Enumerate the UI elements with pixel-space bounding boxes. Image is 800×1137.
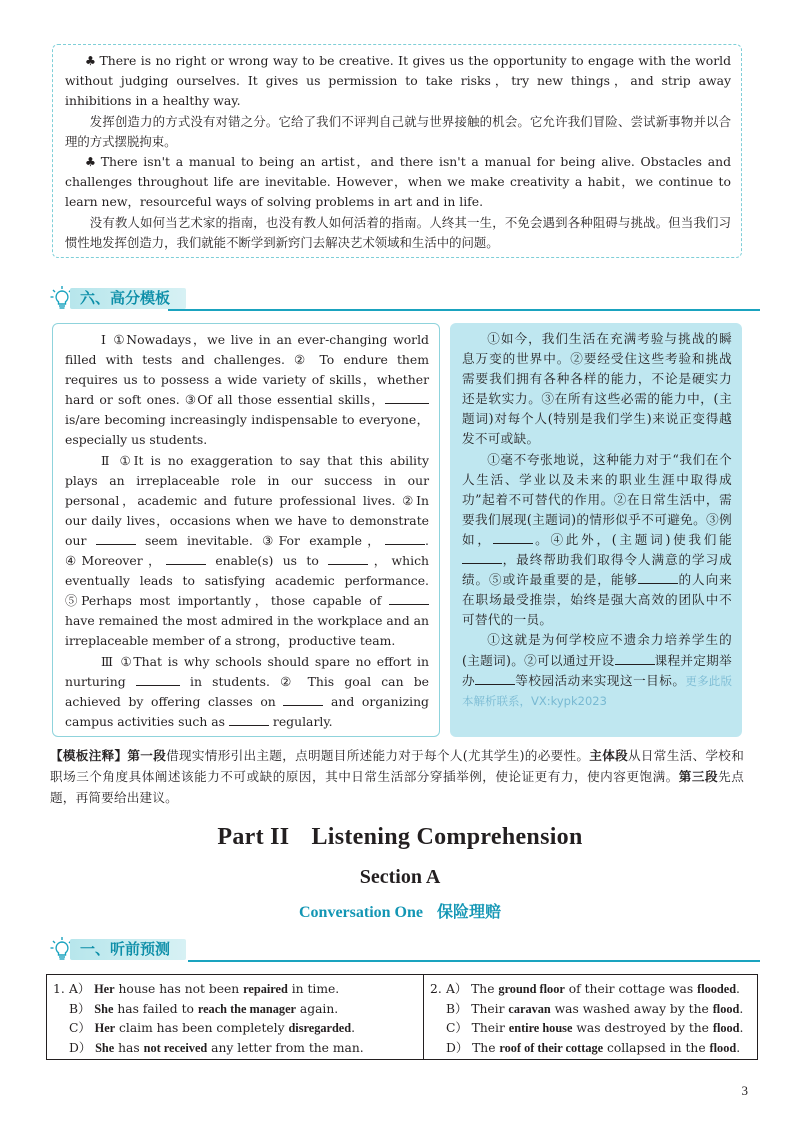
text: Their	[471, 1001, 509, 1016]
text: . ④Moreover，	[65, 532, 429, 569]
section-rule	[168, 309, 760, 311]
conversation-zh: 保险理赔	[436, 902, 501, 921]
keyword: disregarded	[288, 1021, 352, 1036]
text: Their	[471, 1021, 509, 1036]
blank	[493, 531, 533, 544]
template-chinese	[450, 323, 742, 737]
section-title: Section A	[359, 866, 441, 888]
part-name: Listening Comprehension	[311, 824, 583, 850]
blank	[96, 532, 136, 545]
text: 。④此外，(主题词)使我们能	[532, 531, 732, 547]
text: .	[739, 1001, 744, 1016]
note-third-label: 第三段	[678, 769, 719, 784]
blank	[389, 592, 429, 605]
keyword: Her	[94, 1021, 116, 1036]
blank	[136, 673, 180, 686]
text: The	[472, 1040, 500, 1055]
text: .	[736, 982, 740, 996]
note-body-label: 主体段	[589, 748, 628, 763]
quote-zh-2: 没有教人如何当艺术家的指南，也没有教人如何活着的指南。人终其一生，不免会遇到各种阻碍与挑战。但当我们习惯性地发挥创造力，我们就能不断学到新窍门去解决艺术领域和生活中的问题。	[65, 214, 731, 250]
option-letter: B）	[69, 1001, 91, 1016]
text: was washed away by the	[550, 1001, 713, 1016]
note-body-text: 从日常生活、学校和职场三个角度具体阐述该能力不可或缺的原因，其中日常生活部分穿插举例，使论证更有力，使内容更饱满。	[50, 748, 744, 784]
blank	[615, 652, 655, 665]
keyword: flood	[709, 1040, 737, 1055]
text: .	[351, 1021, 356, 1036]
question-1	[47, 975, 424, 1059]
text: 的人向来在职场最受推崇，始终是强大高效的团队中不可替代的一员。	[462, 572, 732, 628]
option-2d	[430, 1039, 751, 1059]
template-en-para-2	[65, 451, 429, 652]
blank	[385, 391, 429, 404]
quote-en-2	[65, 152, 731, 213]
quote-en-1	[65, 51, 731, 112]
template-en-para-3	[65, 652, 429, 732]
option-1b	[53, 1000, 417, 1020]
options-table	[46, 974, 758, 1060]
text: have remained the most admired in the workplace and an irreplaceable member of a strong，productive team.	[65, 613, 429, 649]
section-six-header	[50, 285, 760, 311]
text: enable(s) us to	[205, 553, 329, 569]
text: has	[114, 1040, 144, 1055]
keyword: flood	[712, 1021, 740, 1036]
conversation-en: Conversation One	[298, 904, 423, 921]
text: and organizing campus activities such as	[65, 693, 429, 729]
text: is/are becoming increasingly indispensable to everyone，especially us students.	[65, 412, 429, 448]
text: house has not been	[114, 982, 244, 996]
keyword: repaired	[243, 982, 288, 996]
text: seem inevitable. ③For example，	[135, 532, 386, 548]
option-letter: C）	[69, 1021, 91, 1036]
text: has failed to	[113, 1001, 198, 1016]
blank	[385, 532, 425, 545]
text: claim has been completely	[115, 1021, 289, 1036]
option-letter: D）	[446, 1040, 469, 1055]
keyword: Her	[94, 982, 115, 996]
quote-zh-1: 发挥创造力的方式没有对错之分。它给了我们不评判自己就与世界接触的机会。它允许我们冒险、尝试新事物并以合理的方式摆脱拘束。	[65, 113, 731, 149]
option-1c	[53, 1019, 417, 1039]
blank	[283, 693, 323, 706]
keyword: entire house	[508, 1021, 573, 1036]
option-letter: C）	[446, 1021, 468, 1036]
option-letter: A）	[446, 982, 468, 996]
note-first-text: 借现实情形引出主题，点明题目所述能力对于每个人(尤其学生)的必要性。	[166, 748, 590, 763]
question-2	[424, 975, 757, 1059]
section-six-title: 六、高分模板	[70, 288, 186, 309]
keyword: flood	[712, 1001, 740, 1016]
club-icon: ♣	[84, 154, 98, 170]
option-2c	[430, 1019, 751, 1039]
text: of their cottage was	[564, 982, 698, 996]
note-third-text: 先点题，再简要给出建议。	[50, 769, 745, 805]
text: ①这就是为何学校应不遗余力培养学生的(主题词)。②可以通过开设	[462, 632, 732, 668]
text: Ⅲ ①That is why schools should spare no effort in nurturing	[65, 653, 429, 689]
template-zh-para-3	[462, 630, 732, 710]
conversation-title	[0, 899, 800, 922]
section-rule	[188, 960, 760, 962]
blank	[475, 672, 515, 685]
text: .	[736, 1040, 741, 1055]
keyword: roof of their cottage	[499, 1040, 604, 1055]
text: ，which eventually leads to satisfying academic performance. ⑤Perhaps most importantly，those capable of	[65, 553, 430, 609]
template-en-para-1	[65, 330, 429, 451]
section-one-header	[50, 936, 760, 962]
quote-en-2-text: There isn't a manual to being an artist，and there isn't a manual for being alive. Obstacles and challenges throughout life are inevitable. However，when we make creativity a habit，we continue to learn new，resourceful ways of solving problems in art and in life.	[65, 154, 731, 210]
keyword: flooded	[697, 982, 737, 996]
text: Ⅰ ①Nowadays，we live in an ever-changing world filled with tests and challenges. ② To endure them requires us to possess a wide variety of skills，whether hard or soft ones. ③Of all those essential skills，	[65, 332, 429, 408]
option-2a	[430, 980, 751, 1000]
blank	[328, 552, 368, 565]
text: ，最终帮助我们取得令人满意的学习成绩。⑤或许最重要的是，能够	[462, 552, 732, 588]
watermark-text: 更多此版本解析联系，VX:kypk2023	[462, 673, 732, 708]
text: The	[471, 982, 499, 996]
keyword: She	[95, 1040, 115, 1055]
text: collapsed in the	[603, 1040, 710, 1055]
keyword: caravan	[508, 1001, 551, 1016]
option-1a	[53, 980, 417, 1000]
text: was destroyed by the	[572, 1021, 713, 1036]
text: Ⅱ ①It is no exaggeration to say that this ability plays an irreplaceable role in our success in our personal，academic and future professional lives. ②In our daily lives，occasions when we have to demonstrate our	[65, 452, 429, 548]
blank	[229, 713, 269, 726]
keyword: reach the manager	[197, 1001, 296, 1016]
option-letter: D）	[69, 1040, 92, 1055]
part-title	[0, 824, 800, 851]
text: 等校园活动来实现这一目标。	[515, 672, 686, 688]
question-number: 2.	[430, 982, 442, 996]
note-label: 【模板注释】	[50, 748, 128, 763]
blank	[166, 552, 206, 565]
blank	[638, 571, 678, 584]
text: again.	[295, 1001, 339, 1016]
quote-box	[52, 44, 742, 258]
question-number: 1.	[53, 982, 65, 996]
text: 课程并定期举办	[462, 652, 732, 688]
text: regularly.	[268, 713, 333, 729]
part-number: Part II	[217, 824, 290, 850]
template-zh-para-2	[462, 450, 732, 631]
club-icon: ♣	[84, 53, 97, 68]
section-one-title: 一、听前预测	[70, 939, 186, 960]
option-1d	[53, 1039, 417, 1059]
option-letter: B）	[446, 1001, 468, 1016]
text: in students. ② This goal can be achieved by offering classes on	[65, 673, 429, 709]
template-english	[52, 323, 440, 737]
quote-en-1-text: There is no right or wrong way to be creative. It gives us the opportunity to engage with the world without judging ourselves. It gives us permission to take risks，try new things，and strip away inhibitions in a healthy way.	[65, 53, 732, 109]
text: any letter from the man.	[207, 1040, 364, 1055]
keyword: ground floor	[498, 982, 565, 996]
blank	[462, 551, 502, 564]
template-zh-para-1: ①如今，我们生活在充满考验与挑战的瞬息万变的世界中。②要经受住这些考验和挑战需要我们拥有各种各样的能力，不论是硬实力还是软实力。③在所有这些必需的能力中，(主题词)对每个人(特别是我们学生)来说正变得越发不可或缺。	[462, 331, 732, 447]
text: .	[739, 1021, 744, 1036]
text: ①毫不夸张地说，这种能力对于“我们在个人生活、学业以及未来的职业生涯中取得成功”起着不可替代的作用。②在日常生活中，需要我们展现(主题词)的情形似乎不可避免。③例如，	[462, 451, 732, 547]
page-number: 3	[741, 1083, 748, 1098]
text: in time.	[287, 982, 340, 996]
template-note	[50, 745, 744, 808]
keyword: She	[94, 1001, 114, 1016]
note-first-label: 第一段	[127, 748, 167, 763]
keyword: not received	[143, 1040, 208, 1055]
option-letter: A）	[69, 982, 91, 996]
option-2b	[430, 1000, 751, 1020]
